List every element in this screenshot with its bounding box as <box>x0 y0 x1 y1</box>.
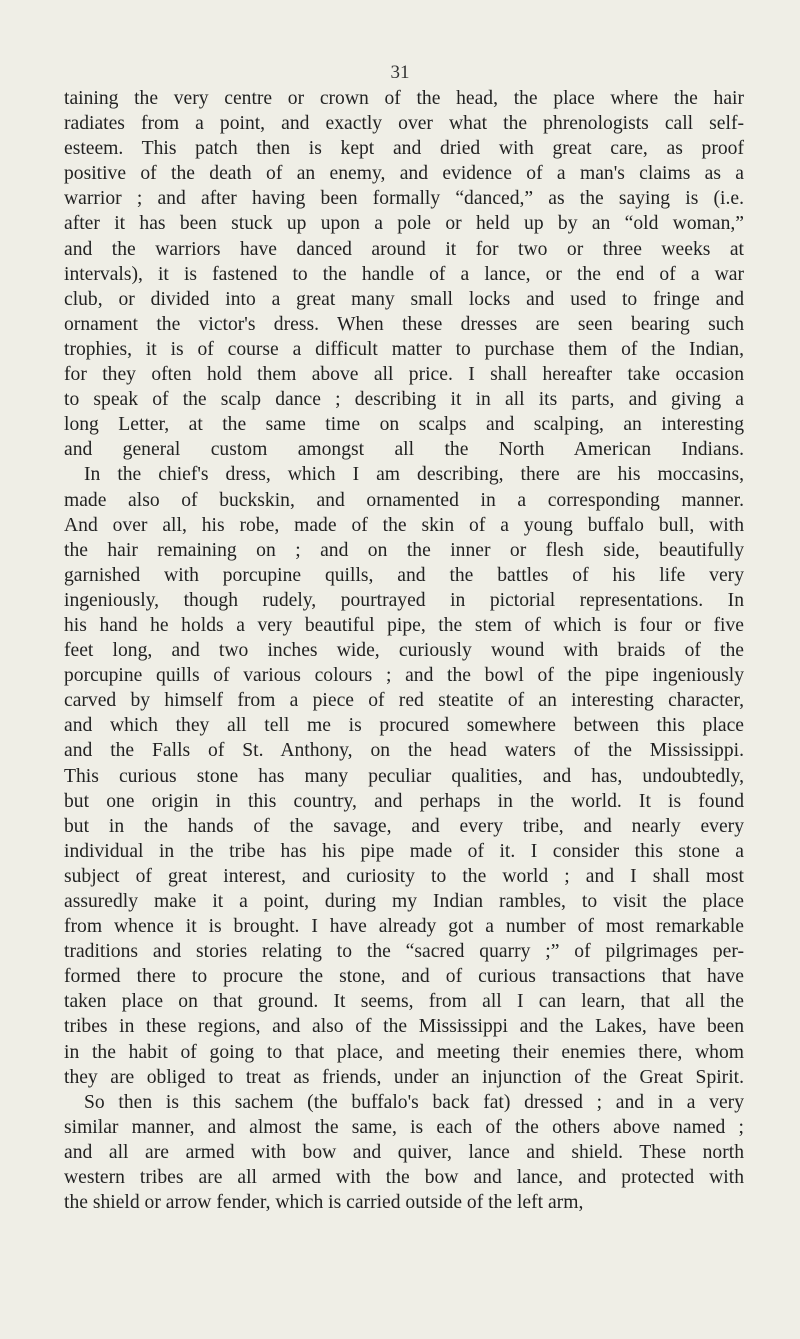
text-line: In the chief's dress, which I am describing, there are his moccasins, <box>84 464 744 486</box>
text-line: from whence it is brought. I have already got a number of most remarkable <box>64 916 744 938</box>
text-line: his hand he holds a very beautiful pipe, the stem of which is four or five <box>64 614 744 636</box>
text-line: radiates from a point, and exactly over what the phrenologists call self- <box>64 113 744 135</box>
text-line: and all are armed with bow and quiver, lance and shield. These north <box>64 1141 744 1163</box>
text-line: formed there to procure the stone, and of curious transactions that have <box>64 966 744 988</box>
page-number: 31 <box>390 62 410 83</box>
text-line: they are obliged to treat as friends, under an injunction of the Great Spirit. <box>64 1066 744 1088</box>
text-line: traditions and stories relating to the “sacred quarry ;” of pilgrimages per- <box>64 941 744 963</box>
text-line: This curious stone has many peculiar qualities, and has, undoubtedly, <box>64 765 744 787</box>
text-line: esteem. This patch then is kept and dried with great care, as proof <box>64 138 744 160</box>
text-line: in the habit of going to that place, and meeting their enemies there, whom <box>64 1041 744 1063</box>
text-line: the hair remaining on ; and on the inner or flesh side, beautifully <box>64 539 744 561</box>
text-line: subject of great interest, and curiosity to the world ; and I shall most <box>64 865 744 887</box>
text-line: assuredly make it a point, during my Indian rambles, to visit the place <box>64 891 744 912</box>
text-line: warrior ; and after having been formally “danced,” as the saying is (i.e. <box>64 188 744 210</box>
text-line: feet long, and two inches wide, curiously wound with braids of the <box>64 640 744 662</box>
text-line: similar manner, and almost the same, is each of the others above named ; <box>64 1116 744 1138</box>
text-line: ornament the victor's dress. When these dresses are seen bearing such <box>64 313 744 335</box>
text-line: but in the hands of the savage, and every tribe, and nearly every <box>64 815 744 837</box>
text-line: intervals), it is fastened to the handle of a lance, or the end of a war <box>64 263 744 285</box>
text-line: for they often hold them above all price. I shall hereafter take occasion <box>64 364 744 386</box>
text-line: but one origin in this country, and perhaps in the world. It is found <box>64 790 744 812</box>
text-line: made also of buckskin, and ornamented in a corresponding manner. <box>64 489 744 511</box>
text-line: porcupine quills of various colours ; and the bowl of the pipe ingeniously <box>64 665 744 687</box>
text-line: So then is this sachem (the buffalo's back fat) dressed ; and in a very <box>84 1091 744 1113</box>
text-line: individual in the tribe has his pipe made of it. I consider this stone a <box>64 840 744 862</box>
text-line: club, or divided into a great many small locks and used to fringe and <box>64 288 744 310</box>
text-line: taining the very centre or crown of the head, the place where the hair <box>64 88 744 109</box>
text-line: And over all, his robe, made of the skin of a young buffalo bull, with <box>64 514 744 536</box>
text-line: positive of the death of an enemy, and evidence of a man's claims as a <box>64 163 744 185</box>
text-line: and which they all tell me is procured somewhere between this place <box>64 715 744 737</box>
text-line: after it has been stuck up upon a pole or held up by an “old woman,” <box>64 213 744 235</box>
text-line: long Letter, at the same time on scalps and scalping, an interesting <box>64 414 744 436</box>
text-line: garnished with porcupine quills, and the battles of his life very <box>64 564 744 586</box>
text-line: ingeniously, though rudely, pourtrayed in pictorial representations. In <box>64 589 744 611</box>
text-line: tribes in these regions, and also of the Mississippi and the Lakes, have been <box>64 1016 744 1038</box>
text-line: and the Falls of St. Anthony, on the head waters of the Mississippi. <box>64 740 744 762</box>
text-line: the shield or arrow fender, which is carried outside of the left arm, <box>64 1192 584 1214</box>
text-line: taken place on that ground. It seems, from all I can learn, that all the <box>64 991 744 1013</box>
text-line: trophies, it is of course a difficult matter to purchase them of the Indian, <box>64 338 744 360</box>
text-line: western tribes are all armed with the bow and lance, and protected with <box>64 1167 744 1189</box>
text-line: and general custom amongst all the North American Indians. <box>64 439 744 461</box>
text-line: carved by himself from a piece of red steatite of an interesting character, <box>64 690 744 712</box>
text-line: and the warriors have danced around it for two or three weeks at <box>64 238 744 260</box>
text-line: to speak of the scalp dance ; describing it in all its parts, and giving a <box>64 389 744 411</box>
body-text <box>64 86 744 1215</box>
